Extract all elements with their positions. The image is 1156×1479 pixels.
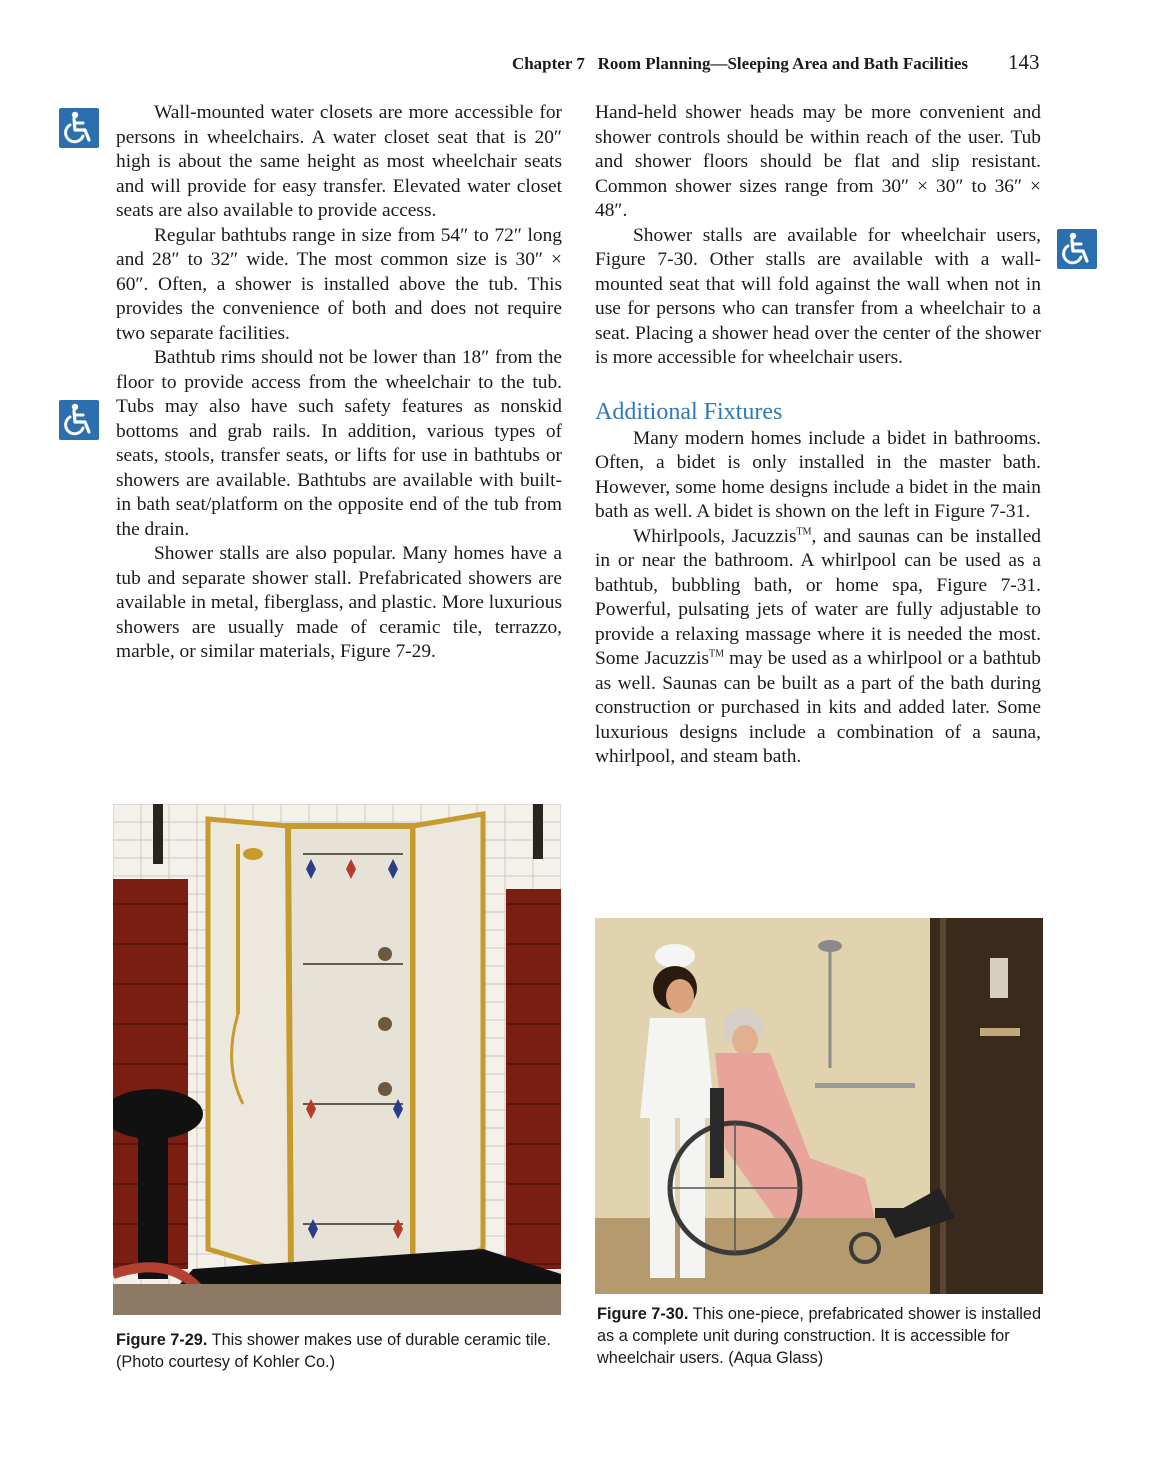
- chapter-title: Chapter 7 Room Planning—Sleeping Area and Bath Facilities: [511, 54, 968, 73]
- wheelchair-accessibility-icon: [1057, 229, 1097, 269]
- paragraph: Regular bathtubs range in size from 54″ to 72″ long and 28″ to 32″ wide. The most common size is 30″ × 60″. Often, a shower is installed above the tub. This provides the convenience of both and does not require two separate facilities.: [116, 224, 562, 344]
- paragraph: Hand-held shower heads may be more convenient and shower controls should be within reach of the user. Tub and shower floors should be flat and slip resistant. Common shower sizes range from 30″ × 30″ to 36″ × 48″.: [595, 102, 1041, 221]
- paragraph: Wall-mounted water closets are more accessible for persons in wheelchairs. A water closet seat that is 20″ high is about the same height as most wheelchair seats and will provide for easy transfer. Elevated water closet seats are also available to provide access.: [116, 102, 562, 221]
- paragraph: Shower stalls are also popular. Many homes have a tub and separate shower stall. Prefabricated showers are available in metal, fiberglass, and plastic. More luxurious showers are usually made of ceramic tile, terrazzo, marble, or similar materials, Figure 7-29.: [116, 543, 562, 662]
- page-number: 143: [1008, 50, 1040, 74]
- wheelchair-accessibility-icon: [59, 400, 99, 440]
- figure-7-29-photo: [113, 804, 561, 1315]
- text-run: may be used as a whirlpool or a bathtub as well. Saunas can be built as a part of the bath during construction or purchased in kits and added later. Some luxurious designs include a combination of a sauna, whirlpool, and steam bath.: [595, 648, 1041, 767]
- trademark: TM: [708, 648, 724, 660]
- caption-text: This shower makes use of durable ceramic tile. (Photo courtesy of Kohler Co.): [116, 1331, 551, 1371]
- paragraph: Many modern homes include a bidet in bathrooms. Often, a bidet is only installed in the master bath. However, some home designs include a bidet in the main bath as well. A bidet is shown on the left in Figure 7-31.: [595, 427, 1041, 522]
- paragraph: [595, 525, 1041, 770]
- wheelchair-accessibility-icon: [59, 108, 99, 148]
- figure-7-30-caption: [597, 1303, 1045, 1369]
- figure-label: Figure 7-29.: [116, 1331, 208, 1349]
- figure-7-29-caption: [116, 1329, 556, 1373]
- trademark: TM: [796, 526, 812, 538]
- page-header: [0, 50, 1156, 80]
- figure-label: Figure 7-30.: [597, 1305, 689, 1323]
- text-run: Whirlpools, Jacuzzis: [633, 525, 797, 547]
- text-run: , and saunas can be installed in or near the bathroom. A whirlpool can be used as a bathtub, bubbling bath, or home spa, Figure 7-31. Powerful, pulsating jets of water are fully adjustable to provide a relaxing massage where it is needed the most. Some Jacuzzis: [595, 525, 1041, 669]
- right-column: [595, 101, 1041, 770]
- paragraph: Shower stalls are available for wheelchair users, Figure 7-30. Other stalls are available with a wall-mounted seat that will fold against the wall when not in use for persons who can transfer from a wheelchair to a seat. Placing a shower head over the center of the shower is more accessible for wheelchair users.: [595, 224, 1041, 368]
- caption-text: This one-piece, prefabricated shower is installed as a complete unit during construction. It is accessible for wheelchair users. (Aqua Glass): [597, 1305, 1042, 1367]
- section-heading: Additional Fixtures: [595, 398, 783, 425]
- left-column: [116, 101, 562, 665]
- paragraph: Bathtub rims should not be lower than 18″ from the floor to provide access from the wheelchair to the tub. Tubs may also have such safety features as nonskid bottoms and grab rails. In addition, various types of seats, stools, transfer seats, or lifts for use in bathtubs or showers are available. Bathtubs are available with built-in bath seat/platform on the opposite end of the tub from the drain.: [116, 347, 562, 540]
- figure-7-30-photo: [595, 918, 1043, 1294]
